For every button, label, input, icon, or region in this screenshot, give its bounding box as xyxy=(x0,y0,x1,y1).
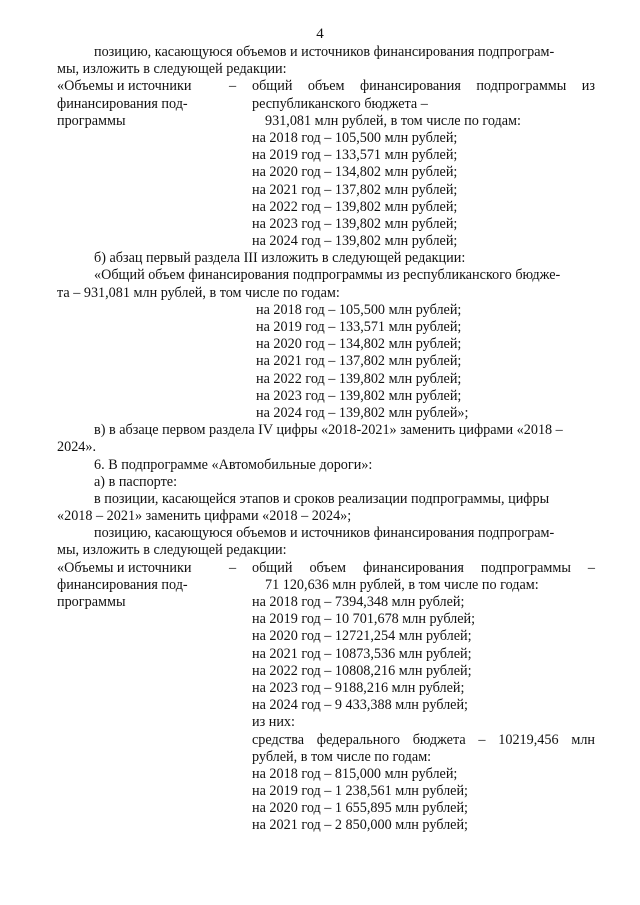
paragraph-line: позицию, касающуюся объемов и источников финансирования подпрограм- xyxy=(94,44,555,60)
paragraph-line: в позиции, касающейся этапов и сроков реализации подпрограммы, цифры xyxy=(94,490,550,507)
table-left-cell: «Объемы и источники xyxy=(57,78,192,95)
year-line xyxy=(0,817,640,834)
year-amount: на 2023 год – 139,802 млн рублей; xyxy=(256,387,462,404)
year-line xyxy=(0,800,640,817)
paragraph-line: б) абзац первый раздела III изложить в следующей редакции: xyxy=(94,250,466,267)
table-left-cell: финансирования под- xyxy=(57,576,188,593)
paragraph-line: позицию, касающуюся объемов и источников финансирования подпрограм- xyxy=(94,525,555,542)
table-row xyxy=(0,113,640,130)
paragraph-line: «Общий объем финансирования подпрограммы из республиканского бюдже- xyxy=(94,267,561,284)
year-line xyxy=(0,319,640,336)
year-amount: на 2020 год – 1 655,895 млн рублей; xyxy=(252,800,468,817)
year-amount: на 2018 год – 105,500 млн рублей; xyxy=(256,301,462,318)
year-line xyxy=(0,216,640,233)
paragraph-line: «2018 – 2021» заменить цифрами «2018 – 2024»; xyxy=(57,508,352,525)
year-amount: на 2018 год – 7394,348 млн рублей; xyxy=(252,594,465,610)
table-left-cell: финансирования под- xyxy=(57,95,188,112)
year-amount: на 2021 год – 137,802 млн рублей; xyxy=(252,181,458,198)
year-amount: на 2021 год – 10873,536 млн рублей; xyxy=(252,645,472,662)
year-line xyxy=(0,182,640,199)
table-right-cell: средства федерального бюджета – 10219,456 млн xyxy=(252,731,595,748)
year-line xyxy=(0,628,640,645)
year-amount: на 2018 год – 105,500 млн рублей; xyxy=(252,129,458,146)
year-line xyxy=(0,233,640,250)
year-line xyxy=(0,783,640,800)
year-amount: на 2021 год – 2 850,000 млн рублей; xyxy=(252,817,468,834)
table-right-cell: 931,081 млн рублей, в том числе по годам: xyxy=(265,112,521,129)
year-line xyxy=(0,680,640,697)
year-line xyxy=(0,130,640,147)
table-right-cell: 71 120,636 млн рублей, в том числе по годам: xyxy=(265,576,539,593)
year-amount: на 2024 год – 139,802 млн рублей; xyxy=(252,233,458,250)
year-amount: на 2020 год – 134,802 млн рублей; xyxy=(256,336,462,353)
table-row xyxy=(0,594,640,611)
table-row xyxy=(0,732,640,749)
table-row xyxy=(0,577,640,594)
table-row xyxy=(0,560,640,577)
year-amount: на 2023 год – 139,802 млн рублей; xyxy=(252,215,458,232)
table-right-cell: общий объем финансирования подпрограммы из xyxy=(252,78,595,95)
document-body xyxy=(0,44,640,835)
year-amount: на 2019 год – 1 238,561 млн рублей; xyxy=(252,783,468,800)
year-amount: на 2024 год – 139,802 млн рублей»; xyxy=(256,404,469,421)
year-line xyxy=(0,611,640,628)
table-right-cell: общий объем финансирования подпрограммы – xyxy=(252,559,595,576)
table-dash: – xyxy=(229,559,237,576)
year-line xyxy=(0,405,640,422)
paragraph-line: мы, изложить в следующей редакции: xyxy=(57,61,287,78)
year-line xyxy=(0,388,640,405)
year-line xyxy=(0,766,640,783)
year-amount: на 2024 год – 9 433,388 млн рублей; xyxy=(252,697,468,714)
table-row xyxy=(0,96,640,113)
year-amount: на 2018 год – 815,000 млн рублей; xyxy=(252,765,458,782)
page-number: 4 xyxy=(316,26,324,42)
year-amount: на 2020 год – 134,802 млн рублей; xyxy=(252,164,458,181)
paragraph-line: мы, изложить в следующей редакции: xyxy=(57,542,287,559)
paragraph-line: в) в абзаце первом раздела IV цифры «2018-2021» заменить цифрами «2018 – xyxy=(94,422,563,439)
year-line xyxy=(0,164,640,181)
year-line xyxy=(0,336,640,353)
year-amount: на 2022 год – 139,802 млн рублей; xyxy=(256,370,462,387)
year-amount: на 2020 год – 12721,254 млн рублей; xyxy=(252,628,472,645)
table-dash: – xyxy=(229,78,237,95)
year-amount: на 2019 год – 133,571 млн рублей; xyxy=(256,319,462,335)
paragraph-line: а) в паспорте: xyxy=(94,473,178,490)
year-line xyxy=(0,697,640,714)
year-amount: на 2021 год – 137,802 млн рублей; xyxy=(256,353,462,370)
year-line xyxy=(0,302,640,319)
year-amount: на 2022 год – 10808,216 млн рублей; xyxy=(252,662,472,679)
table-row xyxy=(0,78,640,95)
table-left-cell: программы xyxy=(57,112,126,129)
year-line xyxy=(0,371,640,388)
section-heading: 6. В подпрограмме «Автомобильные дороги»: xyxy=(94,456,373,473)
paragraph-line: та – 931,081 млн рублей, в том числе по годам: xyxy=(57,284,340,301)
year-line xyxy=(0,147,640,164)
year-amount: на 2022 год – 139,802 млн рублей; xyxy=(252,198,458,215)
year-line xyxy=(0,749,640,766)
year-line xyxy=(0,663,640,680)
table-right-cell: из них: xyxy=(252,714,295,731)
table-left-cell: программы xyxy=(57,594,126,610)
year-line xyxy=(0,199,640,216)
table-right-cell: республиканского бюджета – xyxy=(252,95,428,112)
paragraph-line: 2024». xyxy=(57,439,97,456)
year-amount: на 2019 год – 133,571 млн рублей; xyxy=(252,147,458,164)
year-amount: на 2019 год – 10 701,678 млн рублей; xyxy=(252,611,476,628)
table-left-cell: «Объемы и источники xyxy=(57,559,192,576)
year-line xyxy=(0,646,640,663)
year-line xyxy=(0,353,640,370)
year-line xyxy=(0,714,640,731)
year-amount: на 2023 год – 9188,216 млн рублей; xyxy=(252,679,465,696)
table-right-cell: рублей, в том числе по годам: xyxy=(252,748,432,765)
